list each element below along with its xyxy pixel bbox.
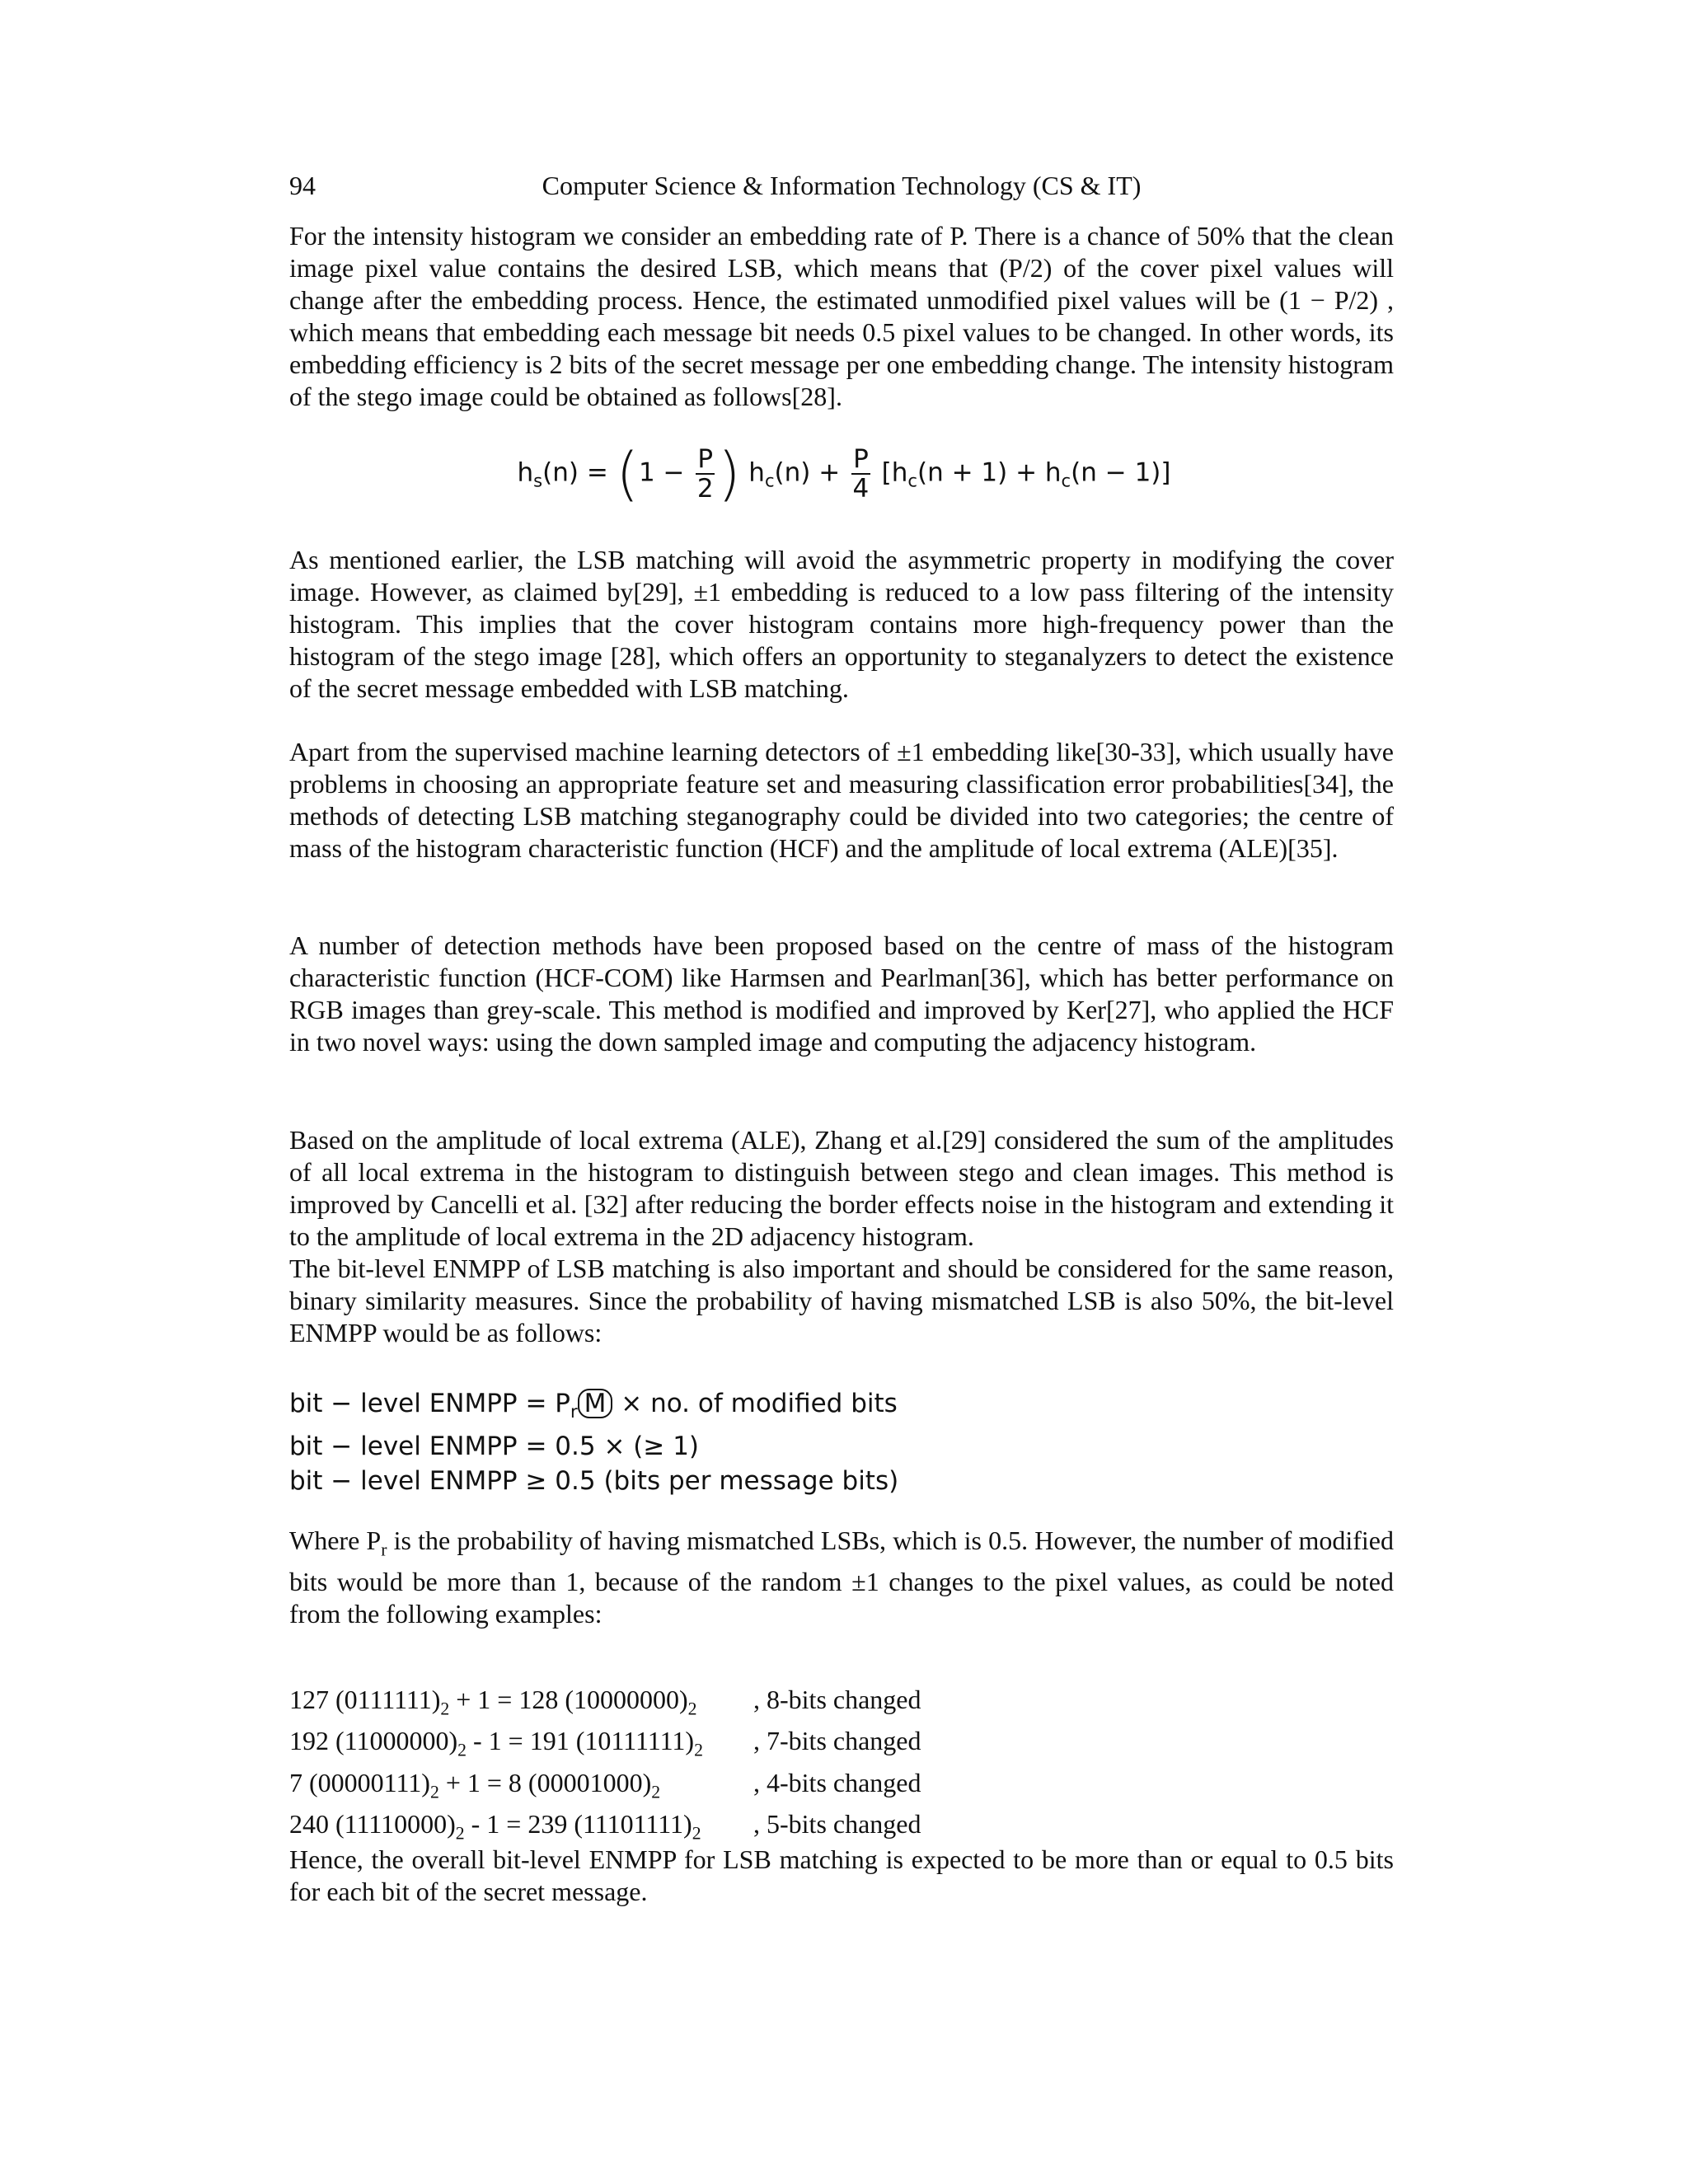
paragraph-3: Apart from the supervised machine learning detectors of ±1 embedding like[30-33], which usually have problems in choosing an appropriate feature set and measuring classification error probabilities[34], the methods of detecting LSB matching steganography could be divided into two categories; the centre of mass of the histogram characteristic function (HCF) and the amplitude of local extrema (ALE)[35]. [289, 737, 1394, 863]
ex-sub: 2 [687, 1699, 697, 1719]
formula-paren-open: ( [616, 440, 639, 508]
ex-b: + 1 = 8 (00001000) [438, 1767, 652, 1797]
eq1-right: × no. of modified bits [612, 1389, 898, 1418]
ex-sub: 2 [694, 1740, 703, 1760]
formula-sub: c [764, 470, 775, 491]
ex-b: - 1 = 191 (10111111) [467, 1726, 695, 1756]
paragraph-1: For the intensity histogram we consider an embedding rate of P. There is a chance of 50% that the clean image pixel value contains the desired LSB, which means that (P/2) of the cover pixel values will change after the embedding process. Hence, the estimated unmodified pixel values will be (1 − P/2) , which means that embedding each message bit needs 0.5 pixel values to be changed. In other words, its embedding efficiency is 2 bits of the secret message per one embedding change. The intensity histogram of the stego image could be obtained as follows[28]. [289, 221, 1394, 411]
frac-den: 2 [696, 474, 714, 504]
ex-c: , 7-bits changed [753, 1726, 921, 1756]
paragraph-8: Hence, the overall bit-level ENMPP for LSB matching is expected to be more than or equal to 0.5 bits for each bit of the secret message. [289, 1844, 1394, 1906]
fraction-p-over-2 [696, 445, 715, 503]
ex-a: 192 (11000000) [289, 1726, 458, 1756]
p7-sub: r [381, 1540, 387, 1560]
paragraph-4: A number of detection methods have been proposed based on the centre of mass of the histogram characteristic function (HCF-COM) like Harmsen and Pearlman[36], which has better performance on RGB images than grey-scale. This method is modified and improved by Ker[27], who applied the HCF in two novel ways: using the down sampled image and computing the adjacency histogram. [289, 930, 1394, 1057]
example-row [289, 1767, 921, 1808]
ex-c: , 4-bits changed [753, 1767, 921, 1797]
eq1-m: M [578, 1389, 613, 1418]
page-number: 94 [289, 171, 316, 200]
paragraph-6: The bit-level ENMPP of LSB matching is also important and should be considered for the same reason, binary similarity measures. Since the probability of having mismatched LSB is also 50%, the bit-level ENMPP would be as follows: [289, 1254, 1394, 1347]
frac-num: P [853, 444, 869, 474]
formula-one: 1 − [638, 457, 685, 488]
ex-sub: 2 [440, 1699, 450, 1719]
histogram-formula [0, 441, 1688, 532]
example-row [289, 1725, 921, 1766]
example-row [289, 1684, 921, 1725]
formula-hc: h [748, 457, 765, 488]
formula-sub: c [907, 470, 917, 491]
equation-line [289, 1386, 898, 1429]
eq1-left: bit − level ENMPP = P [289, 1389, 570, 1418]
enmpp-equations [289, 1386, 898, 1498]
paragraph-2: As mentioned earlier, the LSB matching will avoid the asymmetric property in modifying the cover image. However, as claimed by[29], ±1 embedding is reduced to a low pass filtering of the intensity histogram. This implies that the cover histogram contains more high-frequency power than the histogram of the stego image [28], which offers an opportunity to steganalyzers to detect the existence of the secret message embedded with LSB matching. [289, 545, 1394, 703]
ex-a: 7 (00000111) [289, 1767, 430, 1797]
equation-line: bit − level ENMPP ≥ 0.5 (bits per message bits) [289, 1466, 899, 1497]
fraction-p-over-4 [851, 445, 870, 503]
formula-bracket: [h [881, 457, 908, 488]
ex-sub: 2 [455, 1823, 465, 1844]
formula-term-arg: (n) + [774, 457, 841, 488]
ex-sub: 2 [692, 1823, 701, 1844]
ex-b: - 1 = 239 (11101111) [464, 1809, 692, 1840]
page-header [289, 171, 1394, 209]
running-title: Computer Science & Information Technology (CS & IT) [542, 171, 1142, 200]
ex-a: 127 (0111111) [289, 1685, 441, 1714]
ex-sub: 2 [429, 1782, 439, 1802]
examples-list [289, 1684, 921, 1850]
eq1-sub: r [570, 1401, 578, 1422]
ex-b: + 1 = 128 (10000000) [449, 1685, 688, 1714]
equation-line: bit − level ENMPP = 0.5 × (≥ 1) [289, 1432, 700, 1462]
formula-h: h [517, 457, 534, 488]
paragraph-5: Based on the amplitude of local extrema (ALE), Zhang et al.[29] considered the sum of the amplitudes of all local extrema in the histogram to distinguish between stego and clean images. This method is improved by Cancelli et al. [32] after reducing the border effects noise in the histogram and extending it to the amplitude of local extrema in the 2D adjacency histogram. [289, 1125, 1394, 1251]
ex-c: , 8-bits changed [753, 1685, 921, 1714]
ex-c: , 5-bits changed [753, 1809, 921, 1840]
formula-bracket-mid: (n + 1) + h [917, 457, 1062, 488]
formula-lhs-arg: (n) = [542, 457, 608, 488]
ex-sub: 2 [651, 1782, 661, 1802]
paragraph-7 [289, 1525, 1394, 1630]
formula-paren-close: ) [718, 440, 741, 508]
frac-den: 4 [852, 474, 870, 504]
formula-sub: s [533, 470, 543, 491]
p7-rest: is the probability of having mismatched LSBs, which is 0.5. However, the number of modified bits would be more than 1, because of the random ±1 changes to the pixel values, as could be noted from the following examples: [289, 1526, 1395, 1629]
ex-sub: 2 [457, 1740, 467, 1760]
ex-a: 240 (11110000) [289, 1809, 456, 1840]
formula-bracket-end: (n − 1)] [1071, 457, 1171, 488]
formula-sub: c [1061, 470, 1071, 491]
frac-num: P [697, 444, 714, 474]
p7-start: Where P [289, 1526, 382, 1555]
